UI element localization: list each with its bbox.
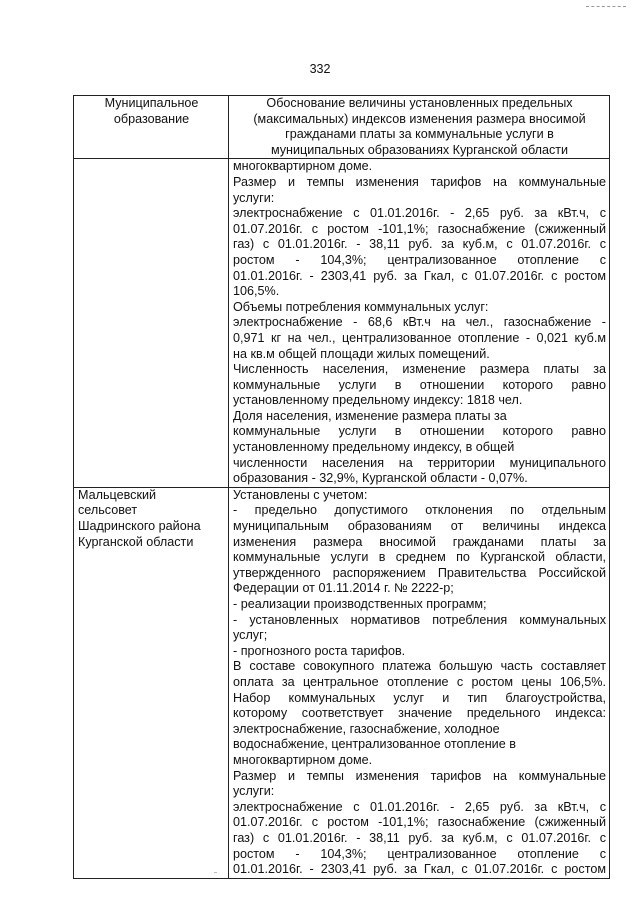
justification-text-line: Федерации от 01.11.2014 г. № 2222-р; bbox=[233, 581, 454, 596]
justification-text-line: газ) с 01.01.2016г. - 38,11 руб. за куб.м, с 01.07.2016г. с bbox=[233, 830, 606, 845]
municipality-name-line: сельсовет bbox=[78, 503, 138, 518]
municipality-name-line: Мальцевский bbox=[78, 487, 157, 502]
justification-text-line: Численность населения, изменение размера платы за bbox=[233, 362, 606, 377]
page-number: 332 bbox=[309, 62, 331, 76]
justification-text-line: 01.01.2016г. - 2303,41 руб. за Гкал, с 01.07.2016г. с ростом bbox=[233, 268, 606, 283]
justification-text-line: В составе совокупного платежа большую часть составляет bbox=[233, 659, 606, 674]
justification-text-line: 01.01.2016г. - 2303,41 руб. за Гкал, с 01.07.2016г. с ростом bbox=[233, 862, 606, 877]
justification-text-line: электроснабжение - 68,6 кВт.ч на чел., газоснабжение - bbox=[233, 315, 606, 330]
justification-text-line: Размер и темпы изменения тарифов на коммунальные bbox=[233, 768, 606, 783]
justification-text-line: электроснабжение с 01.01.2016г. - 2,65 руб. за кВт.ч, с bbox=[233, 799, 606, 814]
justification-text-line: коммунальные услуги в среднем по Курганской области, bbox=[233, 550, 606, 565]
justification-text-line: численности населения на территории муниципального bbox=[233, 455, 606, 470]
justification-text-line: изменения размера вносимой гражданами платы за bbox=[233, 534, 606, 549]
header-justification-line: Обоснование величины установленных предельных bbox=[266, 96, 573, 110]
justification-cell bbox=[229, 159, 610, 487]
municipality-cell bbox=[74, 487, 229, 878]
corner-mark bbox=[586, 6, 626, 7]
header-justification-cell bbox=[229, 96, 610, 159]
justification-text-line: 0,971 кг на чел., централизованное отопление - 0,021 куб.м bbox=[233, 330, 606, 345]
justification-text-line: утвержденного распоряжением Правительства Российской bbox=[233, 565, 606, 580]
justification-text-line: электроснабжение с 01.01.2016г. - 2,65 руб. за кВт.ч, с bbox=[233, 206, 606, 221]
justification-text-line: которому соответствует значение предельного индекса: bbox=[233, 706, 606, 721]
justification-text-line: - прогнозного роста тарифов. bbox=[233, 643, 406, 658]
header-justification-line: (максимальных) индексов изменения размера вносимой bbox=[253, 111, 586, 126]
justification-text-line: оплата за центральное отопление с ростом цены 106,5%. bbox=[233, 674, 606, 689]
justification-text-line: Набор коммунальных услуг и тип благоустройства, bbox=[233, 690, 606, 705]
justification-text-line: 01.07.2016г. с ростом -101,1%; газоснабжение (сжиженный bbox=[233, 815, 606, 830]
justification-text-line: установленному предельному индексу: 1818 чел. bbox=[233, 393, 523, 408]
header-municipality-cell bbox=[74, 96, 229, 159]
justification-text-line: услуги: bbox=[233, 190, 275, 205]
justification-text-line: многоквартирном доме. bbox=[233, 752, 373, 767]
justification-text-line: услуг; bbox=[233, 628, 268, 643]
justification-text-line: 106,5%. bbox=[233, 284, 280, 299]
justification-text-line: ростом - 104,3%; централизованное отопление с bbox=[233, 252, 606, 267]
municipality-cell bbox=[74, 159, 229, 487]
justification-text-line: - реализации производственных программ; bbox=[233, 597, 487, 611]
justification-text-line: 01.07.2016г. с ростом -101,1%; газоснабжение (сжиженный bbox=[233, 221, 606, 236]
table-header-row bbox=[74, 96, 610, 159]
header-municipality-line: образование bbox=[113, 111, 190, 126]
header-justification-line: муниципальных образованиях Курганской области bbox=[270, 142, 569, 157]
municipality-name-line: Шадринского района bbox=[78, 519, 201, 534]
justification-text-line: электроснабжение, газоснабжение, холодное bbox=[233, 721, 500, 736]
justification-text-line: муниципальным образованиям от величины индекса bbox=[233, 519, 606, 534]
justification-text-line: коммунальные услуги в отношении которого равно bbox=[233, 377, 606, 392]
justification-text-line: газ) с 01.01.2016г. - 38,11 руб. за куб.м, с 01.07.2016г. с bbox=[233, 237, 606, 252]
justification-text-line: Доля населения, изменение размера платы за bbox=[233, 408, 507, 423]
justification-cell bbox=[229, 487, 610, 878]
justification-text-line: на кв.м общей площади жилых помещений. bbox=[233, 346, 490, 361]
justification-text-line: - предельно допустимого отклонения по отдельным bbox=[233, 503, 606, 518]
justification-text-line: многоквартирном доме. bbox=[233, 159, 373, 174]
justification-text-line: услуги: bbox=[233, 784, 275, 799]
municipality-name-line: Курганской области bbox=[78, 534, 194, 549]
justification-text-line: - установленных нормативов потребления коммунальных bbox=[233, 612, 606, 627]
justification-text-line: установленному предельному индексу, в общей bbox=[233, 440, 515, 455]
scan-speck bbox=[214, 872, 217, 873]
table-row bbox=[74, 487, 610, 878]
justification-text-line: ростом - 104,3%; централизованное отопление с bbox=[233, 846, 606, 861]
justification-text-line: Объемы потребления коммунальных услуг: bbox=[233, 299, 489, 314]
justification-text-line: образования - 32,9%, Курганской области - 0,07%. bbox=[233, 471, 528, 486]
tariff-table bbox=[73, 95, 610, 879]
justification-text-line: Установлены с учетом: bbox=[233, 487, 368, 502]
justification-text-line: водоснабжение, централизованное отопление в bbox=[233, 737, 516, 752]
header-justification-line: гражданами платы за коммунальные услуги в bbox=[285, 127, 554, 142]
justification-text-line: коммунальные услуги в отношении которого равно bbox=[233, 424, 606, 439]
header-municipality-line: Муниципальное bbox=[104, 96, 199, 110]
table-row bbox=[74, 159, 610, 487]
justification-text-line: Размер и темпы изменения тарифов на коммунальные bbox=[233, 174, 606, 189]
